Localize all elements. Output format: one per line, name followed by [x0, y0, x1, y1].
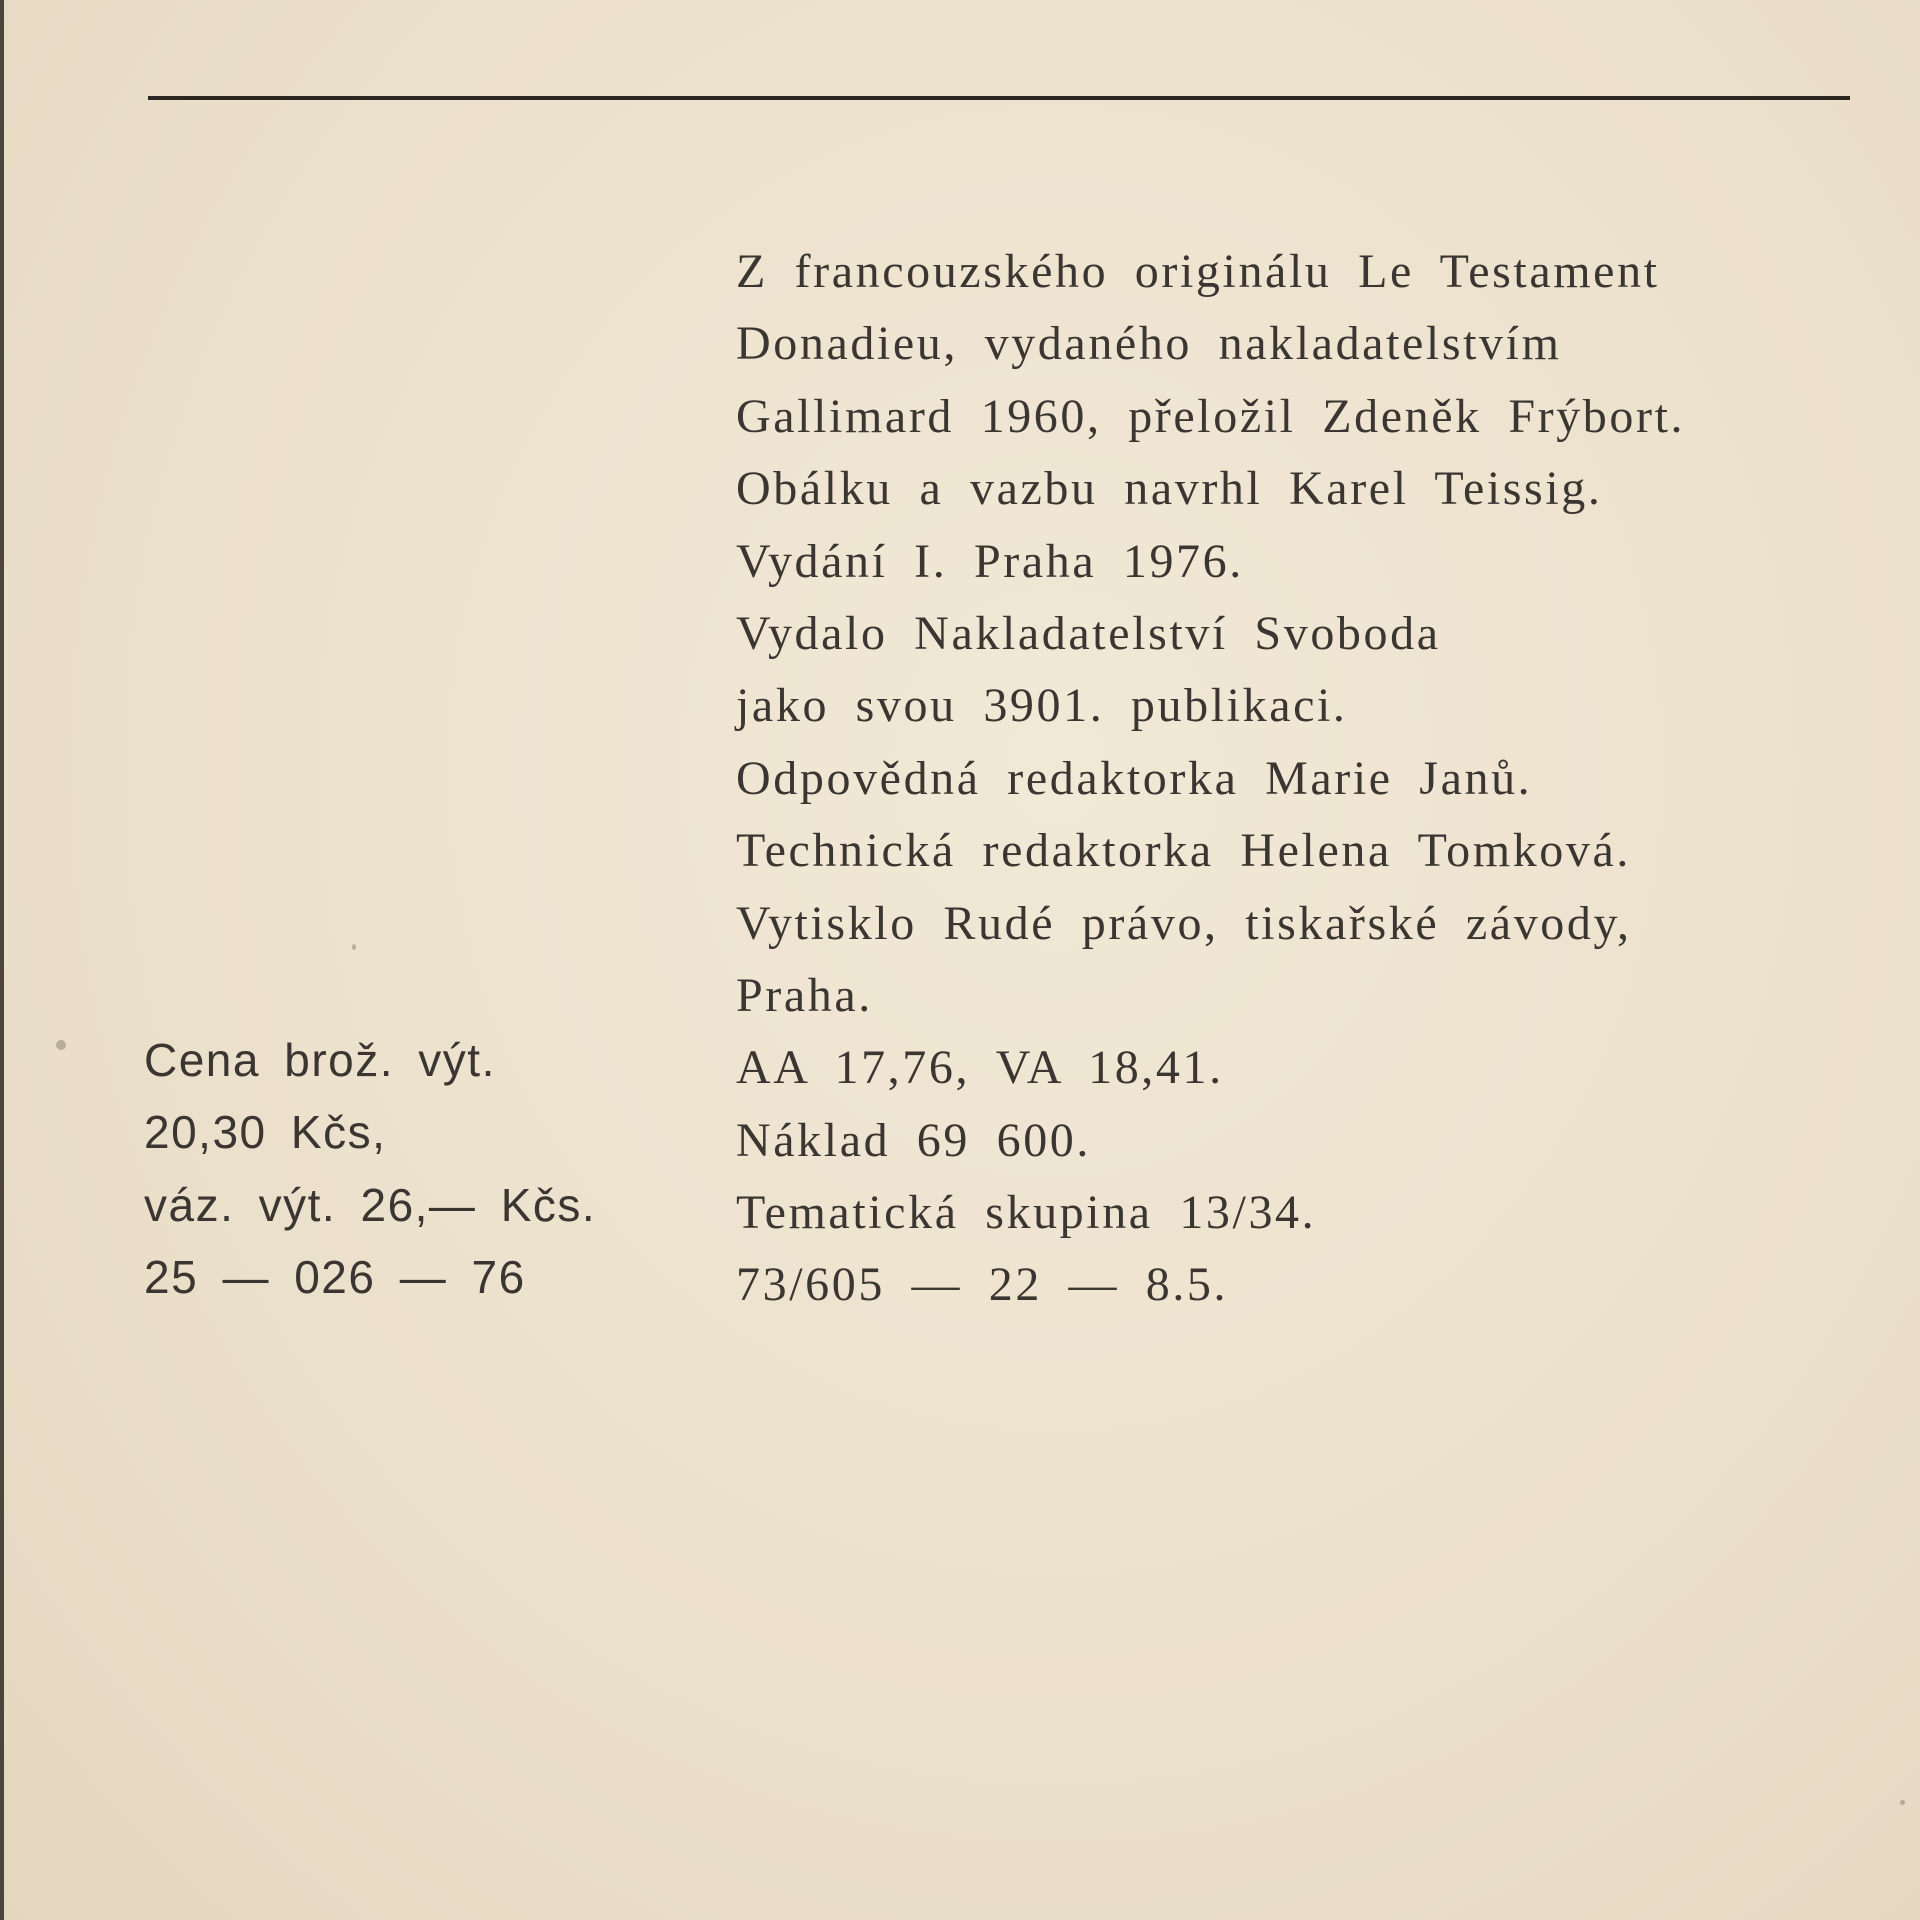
paper-speck: [1900, 1800, 1905, 1805]
book-spine-edge: [0, 0, 4, 1920]
price-line: 25 — 026 — 76: [144, 1251, 526, 1304]
colophon-line: Tematická skupina 13/34.: [736, 1186, 1317, 1240]
colophon-line: Vydání I. Praha 1976.: [736, 534, 1244, 588]
colophon-line: Z francouzského originálu Le Testament: [736, 245, 1660, 298]
colophon-line: 73/605 — 22 — 8.5.: [736, 1258, 1229, 1312]
price-line: váz. výt. 26,— Kčs.: [144, 1178, 597, 1231]
colophon-line: Praha.: [736, 968, 873, 1022]
top-rule: [148, 96, 1850, 100]
colophon-line: Gallimard 1960, přeložil Zdeněk Frýbort.: [736, 389, 1686, 443]
colophon-line: jako svou 3901. publikaci.: [736, 679, 1348, 733]
colophon-line: Vytisklo Rudé právo, tiskařské závody,: [736, 896, 1632, 950]
colophon-line: Odpovědná redaktorka Marie Janů.: [736, 751, 1533, 805]
colophon-line: Donadieu, vydaného nakladatelstvím: [736, 317, 1562, 371]
colophon-line: Obálku a vazbu navrhl Karel Teissig.: [736, 462, 1603, 516]
price-line: Cena brož. výt.: [144, 1034, 496, 1086]
paper-speck: [352, 944, 356, 950]
colophon-line: Vydalo Nakladatelství Svoboda: [736, 606, 1441, 660]
price-block: [144, 1024, 596, 1314]
colophon-text: [736, 236, 1876, 1322]
paper-speck: [56, 1040, 66, 1050]
colophon-line: Náklad 69 600.: [736, 1113, 1092, 1167]
colophon-line: AA 17,76, VA 18,41.: [736, 1041, 1224, 1095]
colophon-line: Technická redaktorka Helena Tomková.: [736, 824, 1631, 878]
price-line: 20,30 Kčs,: [144, 1106, 387, 1159]
